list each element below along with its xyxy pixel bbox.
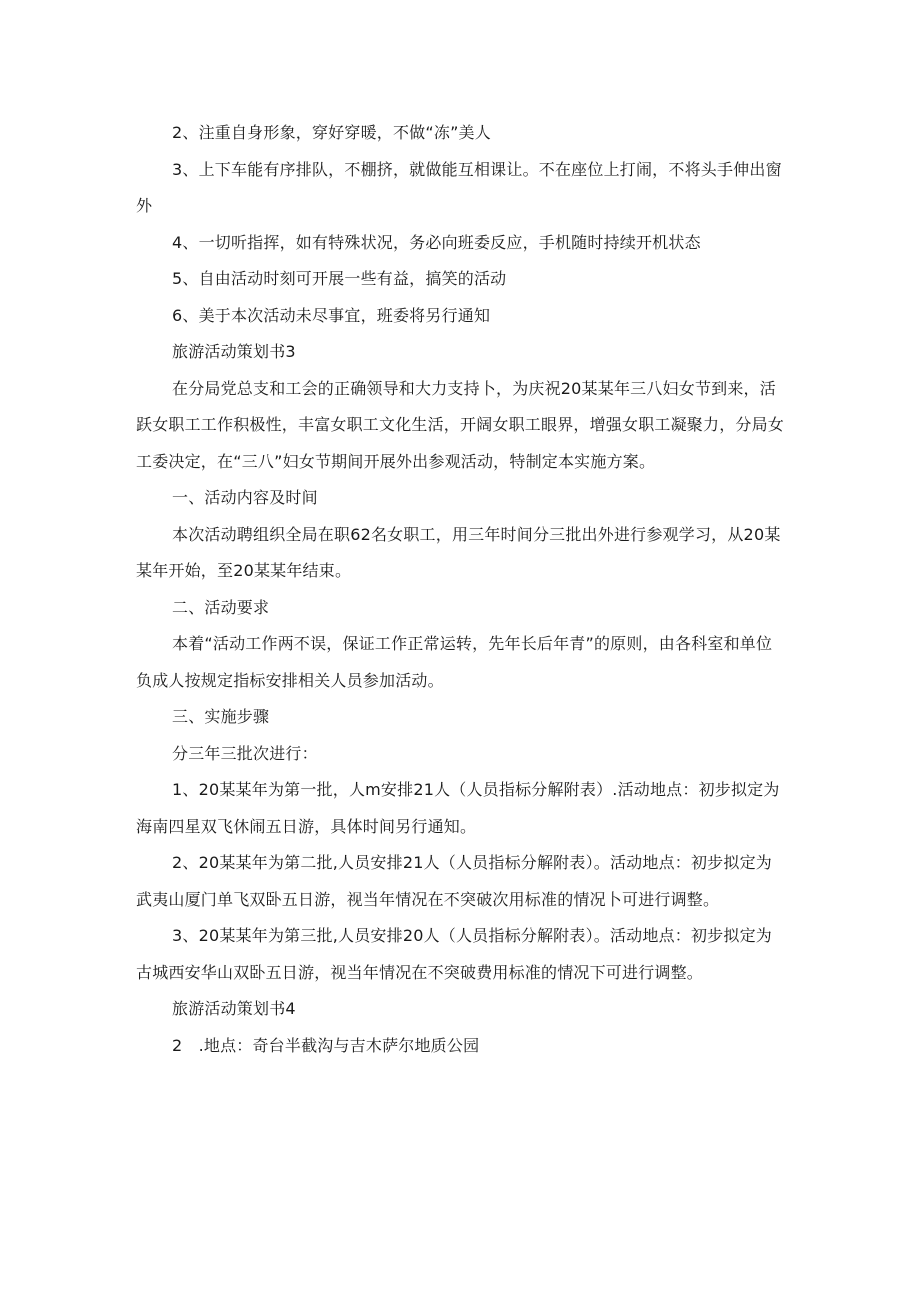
list-item-free-activity: 5、自由活动时刻可开展一些有益，搞笑的活动 <box>172 269 507 288</box>
list-item-boarding-order: 3、上下车能有序排队，不棚挤，就做能互相课让。不在座位上打闹，不将头手伸出窗外 <box>136 159 782 215</box>
step-batch-2: 2、20某某年为第二批,人员安排21人（人员指标分解附表）。活动地点：初步拟定为武夷山厦门单飞双卧五日游，视当年情况在不突破次用标准的情况卜可进行调整。 <box>136 853 772 909</box>
document-body <box>136 115 784 1064</box>
location-paragraph: 2 .地点：奇台半截沟与吉木萨尔地质公园 <box>172 1035 480 1055</box>
list-item-further-notice: 6、美于本次活动未尽事宜，班委将另行通知 <box>172 305 491 325</box>
step-batch-3: 3、20某某年为第三批,人员安排20人（人员指标分解附表）。活动地点：初步拟定为古城西安华山双卧五日游，视当年情况在不突破费用标准的情况下可进行调整。 <box>136 926 772 982</box>
intro-paragraph: 在分局党总支和工会的正确领导和大力支持卜，为庆祝20某某年三八妇女节到来，活跃女职工工作积极性，丰富女职工文化生活，开阔女职工眼界，增强女职工凝聚力，分局女工委决定，在“三八”妇女节期间开展外出参观活动，特制定本实施方案。 <box>136 378 785 471</box>
section-heading-content-time: 一、活动内容及时间 <box>172 488 318 507</box>
content-time-paragraph: 本次活动聘组织全局在职62名女职工，用三年时间分三批出外进行参观学习，从20某某年开始，至20某某年结束。 <box>136 524 781 580</box>
section-heading-requirements: 二、活动要求 <box>172 597 270 617</box>
requirements-paragraph: 本着“活动工作两不误，保证工作正常运转，先年长后年青”的原则，由各科室和单位负成人按规定指标安排相关人员参加活动。 <box>136 634 773 690</box>
section-heading-steps: 三、实施步骤 <box>172 707 270 726</box>
list-item-follow-command: 4、一切听指挥，如有特殊状况，务必向班委反应，手机随时持续开机状态 <box>172 232 701 252</box>
step-batch-1: 1、20某某年为第一批，人m安排21人（人员指标分解附表）.活动地点：初步拟定为海南四星双飞休闹五日游，具体时间另行通知。 <box>136 780 780 836</box>
section-heading-plan-4: 旅游活动策划书4 <box>172 999 296 1018</box>
steps-intro: 分三年三批次进行： <box>172 743 318 763</box>
section-heading-plan-3: 旅游活动策划书3 <box>172 342 296 361</box>
list-item-dress-warm: 2、注重自身形象，穿好穿暖，不做“冻”美人 <box>172 123 491 142</box>
